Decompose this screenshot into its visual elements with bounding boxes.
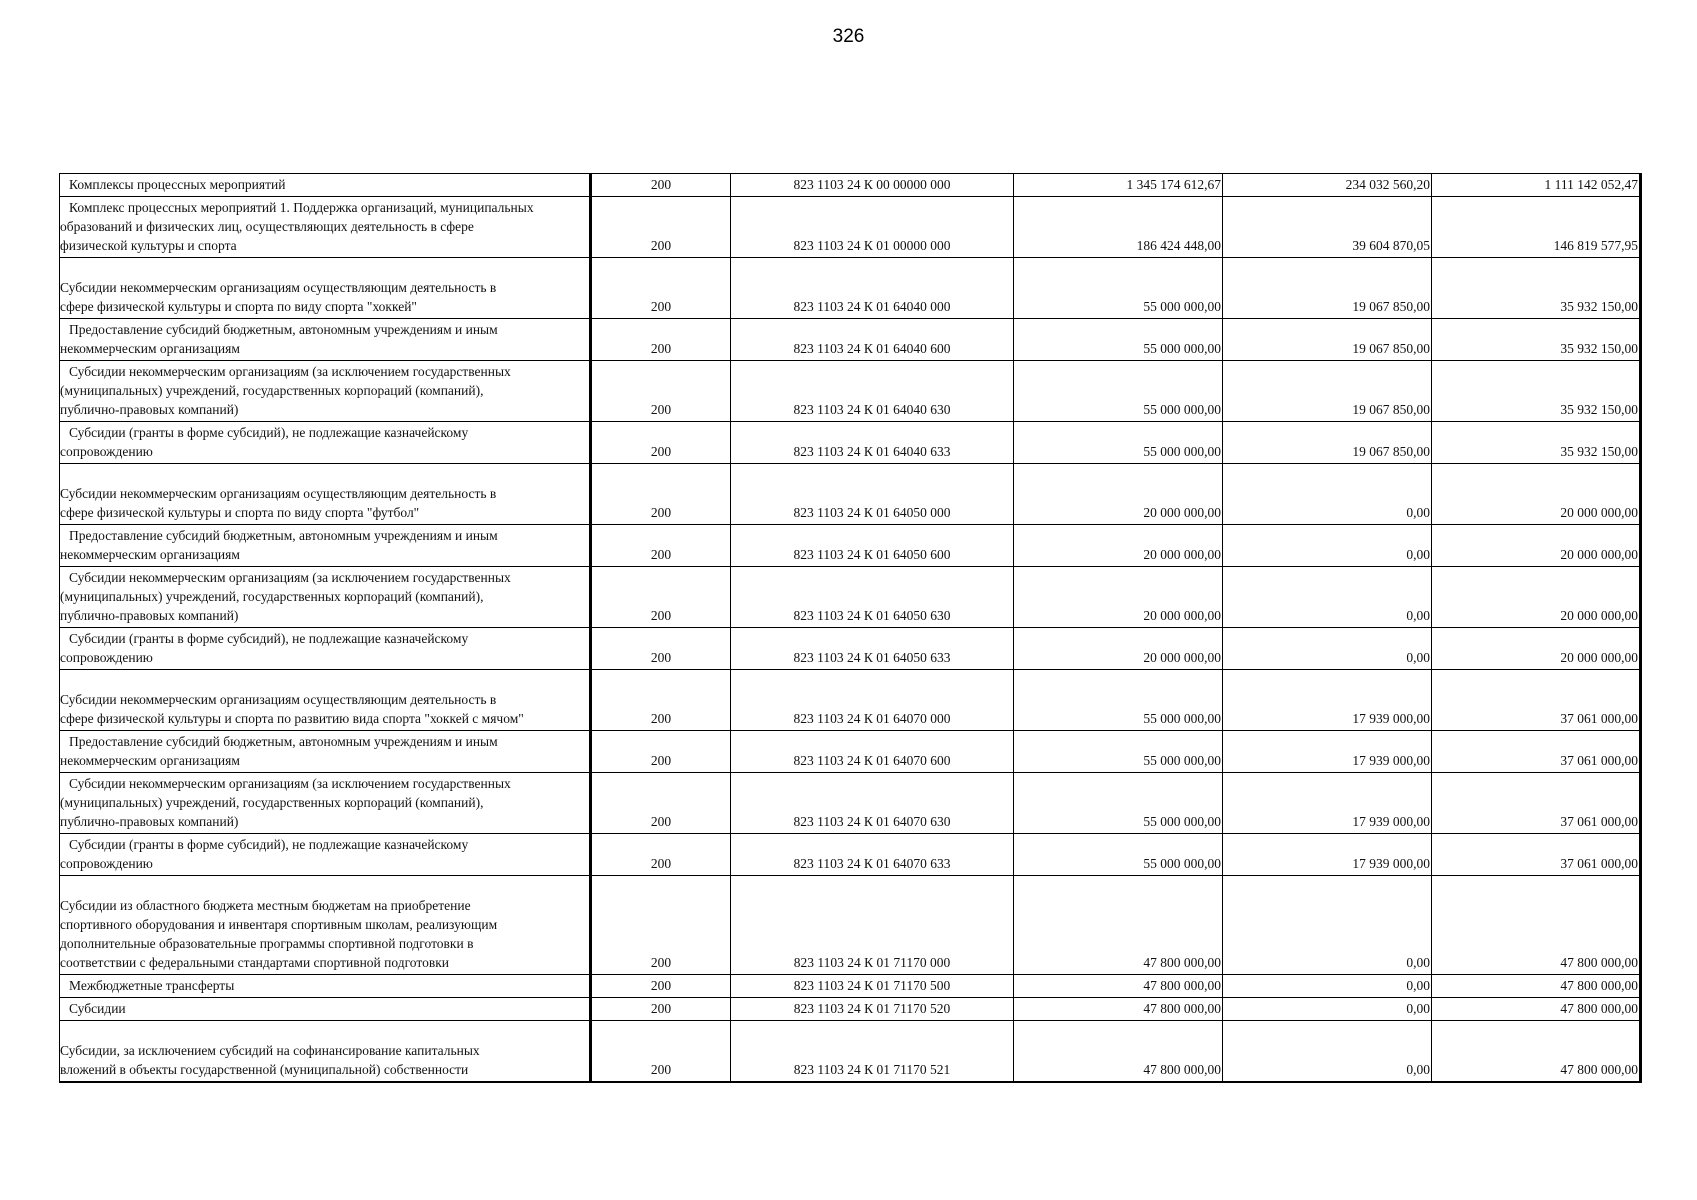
- table-body: [60, 174, 1641, 1083]
- unexecuted-amount-cell: 20 000 000,00: [1432, 464, 1641, 525]
- budget-classification-code-cell: 823 1103 24 К 01 71170 520: [731, 998, 1014, 1021]
- executed-amount-cell: 19 067 850,00: [1223, 319, 1432, 361]
- table-row: [60, 525, 1641, 567]
- description-line: Субсидии некоммерческим организациям осуществляющим деятельность в: [60, 692, 497, 707]
- table-row: [60, 975, 1641, 998]
- unexecuted-amount-cell: 47 800 000,00: [1432, 1021, 1641, 1083]
- admin-code-cell: 200: [591, 834, 731, 876]
- executed-amount-cell: 17 939 000,00: [1223, 773, 1432, 834]
- executed-amount-cell: 0,00: [1223, 1021, 1432, 1083]
- approved-amount-cell: 55 000 000,00: [1014, 319, 1223, 361]
- table-row: [60, 319, 1641, 361]
- row-description: [60, 876, 591, 975]
- row-description: [60, 1021, 591, 1083]
- description-line: (муниципальных) учреждений, государственных корпораций (компаний),: [60, 383, 484, 398]
- budget-classification-code-cell: 823 1103 24 К 01 00000 000: [731, 197, 1014, 258]
- description-line: публично-правовых компаний): [60, 814, 239, 829]
- unexecuted-amount-cell: 20 000 000,00: [1432, 567, 1641, 628]
- description-line: вложений в объекты государственной (муниципальной) собственности: [60, 1062, 469, 1077]
- executed-amount-cell: 19 067 850,00: [1223, 422, 1432, 464]
- executed-amount-cell: 17 939 000,00: [1223, 670, 1432, 731]
- description-line: некоммерческим организациям: [60, 547, 240, 562]
- description-line: образований и физических лиц, осуществляющих деятельность в сфере: [60, 219, 474, 234]
- description-line: физической культуры и спорта: [60, 238, 237, 253]
- unexecuted-amount-cell: 47 800 000,00: [1432, 998, 1641, 1021]
- budget-classification-code-cell: 823 1103 24 К 01 64040 630: [731, 361, 1014, 422]
- approved-amount-cell: 55 000 000,00: [1014, 731, 1223, 773]
- row-description: [60, 773, 591, 834]
- budget-classification-code-cell: 823 1103 24 К 01 64050 600: [731, 525, 1014, 567]
- description-line: [60, 1022, 587, 1041]
- description-line: некоммерческим организациям: [60, 753, 240, 768]
- approved-amount-cell: 47 800 000,00: [1014, 975, 1223, 998]
- executed-amount-cell: 17 939 000,00: [1223, 834, 1432, 876]
- unexecuted-amount-cell: 37 061 000,00: [1432, 773, 1641, 834]
- executed-amount-cell: 0,00: [1223, 998, 1432, 1021]
- budget-classification-code-cell: 823 1103 24 К 01 64050 630: [731, 567, 1014, 628]
- table-row: [60, 998, 1641, 1021]
- budget-classification-code-cell: 823 1103 24 К 01 64070 633: [731, 834, 1014, 876]
- description-line: (муниципальных) учреждений, государственных корпораций (компаний),: [60, 795, 484, 810]
- unexecuted-amount-cell: 37 061 000,00: [1432, 670, 1641, 731]
- description-line: [60, 259, 587, 278]
- unexecuted-amount-cell: 47 800 000,00: [1432, 876, 1641, 975]
- description-line: публично-правовых компаний): [60, 608, 239, 623]
- executed-amount-cell: 17 939 000,00: [1223, 731, 1432, 773]
- description-line: Субсидии некоммерческим организациям осуществляющим деятельность в: [60, 280, 497, 295]
- executed-amount-cell: 0,00: [1223, 876, 1432, 975]
- description-line: публично-правовых компаний): [60, 402, 239, 417]
- admin-code-cell: 200: [591, 258, 731, 319]
- budget-classification-code-cell: 823 1103 24 К 01 64050 633: [731, 628, 1014, 670]
- page-number: 326: [832, 26, 865, 47]
- description-line: Предоставление субсидий бюджетным, автономным учреждениям и иным: [69, 734, 498, 749]
- admin-code-cell: 200: [591, 773, 731, 834]
- budget-execution-table: [59, 173, 1642, 1083]
- admin-code-cell: 200: [591, 876, 731, 975]
- table-row: [60, 464, 1641, 525]
- table-row: [60, 773, 1641, 834]
- row-description: [60, 422, 591, 464]
- unexecuted-amount-cell: 20 000 000,00: [1432, 525, 1641, 567]
- executed-amount-cell: 234 032 560,20: [1223, 174, 1432, 197]
- unexecuted-amount-cell: 20 000 000,00: [1432, 628, 1641, 670]
- description-line: Субсидии некоммерческим организациям (за исключением государственных: [69, 776, 511, 791]
- executed-amount-cell: 19 067 850,00: [1223, 361, 1432, 422]
- approved-amount-cell: 20 000 000,00: [1014, 464, 1223, 525]
- table-row: [60, 628, 1641, 670]
- table-row: [60, 174, 1641, 197]
- executed-amount-cell: 39 604 870,05: [1223, 197, 1432, 258]
- admin-code-cell: 200: [591, 319, 731, 361]
- admin-code-cell: 200: [591, 197, 731, 258]
- description-line: сопровождению: [60, 650, 153, 665]
- description-line: некоммерческим организациям: [60, 341, 240, 356]
- description-line: сфере физической культуры и спорта по развитию вида спорта "хоккей с мячом": [60, 711, 524, 726]
- unexecuted-amount-cell: 35 932 150,00: [1432, 319, 1641, 361]
- description-line: соответствии с федеральными стандартами спортивной подготовки: [60, 955, 450, 970]
- row-description: [60, 258, 591, 319]
- description-line: Субсидии некоммерческим организациям (за исключением государственных: [69, 570, 511, 585]
- description-line: Комплексы процессных мероприятий: [69, 177, 286, 192]
- row-description: [60, 197, 591, 258]
- description-line: [60, 877, 587, 896]
- budget-classification-code-cell: 823 1103 24 К 01 64070 630: [731, 773, 1014, 834]
- table-row: [60, 422, 1641, 464]
- description-line: Субсидии (гранты в форме субсидий), не подлежащие казначейскому: [69, 631, 469, 646]
- admin-code-cell: 200: [591, 998, 731, 1021]
- description-line: сопровождению: [60, 444, 153, 459]
- table-row: [60, 731, 1641, 773]
- approved-amount-cell: 47 800 000,00: [1014, 1021, 1223, 1083]
- approved-amount-cell: 55 000 000,00: [1014, 773, 1223, 834]
- admin-code-cell: 200: [591, 361, 731, 422]
- row-description: [60, 834, 591, 876]
- budget-classification-code-cell: 823 1103 24 К 00 00000 000: [731, 174, 1014, 197]
- approved-amount-cell: 20 000 000,00: [1014, 628, 1223, 670]
- row-description: [60, 731, 591, 773]
- description-line: (муниципальных) учреждений, государственных корпораций (компаний),: [60, 589, 484, 604]
- budget-classification-code-cell: 823 1103 24 К 01 71170 000: [731, 876, 1014, 975]
- unexecuted-amount-cell: 35 932 150,00: [1432, 422, 1641, 464]
- unexecuted-amount-cell: 35 932 150,00: [1432, 361, 1641, 422]
- budget-classification-code-cell: 823 1103 24 К 01 64040 633: [731, 422, 1014, 464]
- approved-amount-cell: 55 000 000,00: [1014, 422, 1223, 464]
- row-description: [60, 319, 591, 361]
- budget-classification-code-cell: 823 1103 24 К 01 64070 600: [731, 731, 1014, 773]
- admin-code-cell: 200: [591, 422, 731, 464]
- executed-amount-cell: 0,00: [1223, 525, 1432, 567]
- table-row: [60, 567, 1641, 628]
- approved-amount-cell: 20 000 000,00: [1014, 567, 1223, 628]
- row-description: [60, 628, 591, 670]
- approved-amount-cell: 55 000 000,00: [1014, 670, 1223, 731]
- admin-code-cell: 200: [591, 464, 731, 525]
- executed-amount-cell: 0,00: [1223, 464, 1432, 525]
- row-description: [60, 464, 591, 525]
- budget-classification-code-cell: 823 1103 24 К 01 71170 521: [731, 1021, 1014, 1083]
- admin-code-cell: 200: [591, 628, 731, 670]
- description-line: дополнительные образовательные программы спортивной подготовки в: [60, 936, 474, 951]
- table-row: [60, 876, 1641, 975]
- description-line: сфере физической культуры и спорта по виду спорта "футбол": [60, 505, 420, 520]
- budget-classification-code-cell: 823 1103 24 К 01 64050 000: [731, 464, 1014, 525]
- description-line: сопровождению: [60, 856, 153, 871]
- unexecuted-amount-cell: 146 819 577,95: [1432, 197, 1641, 258]
- executed-amount-cell: 0,00: [1223, 567, 1432, 628]
- approved-amount-cell: 55 000 000,00: [1014, 258, 1223, 319]
- executed-amount-cell: 0,00: [1223, 975, 1432, 998]
- approved-amount-cell: 47 800 000,00: [1014, 998, 1223, 1021]
- unexecuted-amount-cell: 37 061 000,00: [1432, 834, 1641, 876]
- description-line: Субсидии некоммерческим организациям осуществляющим деятельность в: [60, 486, 497, 501]
- unexecuted-amount-cell: 35 932 150,00: [1432, 258, 1641, 319]
- budget-classification-code-cell: 823 1103 24 К 01 71170 500: [731, 975, 1014, 998]
- approved-amount-cell: 1 345 174 612,67: [1014, 174, 1223, 197]
- table-row: [60, 361, 1641, 422]
- approved-amount-cell: 20 000 000,00: [1014, 525, 1223, 567]
- budget-classification-code-cell: 823 1103 24 К 01 64040 000: [731, 258, 1014, 319]
- description-line: Субсидии, за исключением субсидий на софинансирование капитальных: [60, 1043, 480, 1058]
- description-line: Комплекс процессных мероприятий 1. Поддержка организаций, муниципальных: [69, 200, 534, 215]
- description-line: Субсидии (гранты в форме субсидий), не подлежащие казначейскому: [69, 837, 469, 852]
- table-row: [60, 258, 1641, 319]
- table-row: [60, 834, 1641, 876]
- table-row: [60, 1021, 1641, 1083]
- row-description: [60, 174, 591, 197]
- row-description: [60, 998, 591, 1021]
- budget-classification-code-cell: 823 1103 24 К 01 64040 600: [731, 319, 1014, 361]
- admin-code-cell: 200: [591, 670, 731, 731]
- unexecuted-amount-cell: 37 061 000,00: [1432, 731, 1641, 773]
- row-description: [60, 975, 591, 998]
- description-line: [60, 465, 587, 484]
- description-line: спортивного оборудования и инвентаря спортивным школам, реализующим: [60, 917, 498, 932]
- admin-code-cell: 200: [591, 1021, 731, 1083]
- budget-classification-code-cell: 823 1103 24 К 01 64070 000: [731, 670, 1014, 731]
- approved-amount-cell: 55 000 000,00: [1014, 361, 1223, 422]
- row-description: [60, 670, 591, 731]
- approved-amount-cell: 186 424 448,00: [1014, 197, 1223, 258]
- admin-code-cell: 200: [591, 174, 731, 197]
- description-line: Субсидии из областного бюджета местным бюджетам на приобретение: [60, 898, 471, 913]
- admin-code-cell: 200: [591, 525, 731, 567]
- table-row: [60, 670, 1641, 731]
- description-line: Субсидии: [69, 1001, 126, 1016]
- executed-amount-cell: 0,00: [1223, 628, 1432, 670]
- description-line: сфере физической культуры и спорта по виду спорта "хоккей": [60, 299, 417, 314]
- approved-amount-cell: 55 000 000,00: [1014, 834, 1223, 876]
- description-line: Субсидии (гранты в форме субсидий), не подлежащие казначейскому: [69, 425, 469, 440]
- admin-code-cell: 200: [591, 975, 731, 998]
- executed-amount-cell: 19 067 850,00: [1223, 258, 1432, 319]
- row-description: [60, 525, 591, 567]
- approved-amount-cell: 47 800 000,00: [1014, 876, 1223, 975]
- description-line: [60, 671, 587, 690]
- row-description: [60, 361, 591, 422]
- description-line: Межбюджетные трансферты: [69, 978, 235, 993]
- unexecuted-amount-cell: 47 800 000,00: [1432, 975, 1641, 998]
- admin-code-cell: 200: [591, 567, 731, 628]
- description-line: Субсидии некоммерческим организациям (за исключением государственных: [69, 364, 511, 379]
- admin-code-cell: 200: [591, 731, 731, 773]
- row-description: [60, 567, 591, 628]
- description-line: Предоставление субсидий бюджетным, автономным учреждениям и иным: [69, 528, 498, 543]
- table-row: [60, 197, 1641, 258]
- description-line: Предоставление субсидий бюджетным, автономным учреждениям и иным: [69, 322, 498, 337]
- unexecuted-amount-cell: 1 111 142 052,47: [1432, 174, 1641, 197]
